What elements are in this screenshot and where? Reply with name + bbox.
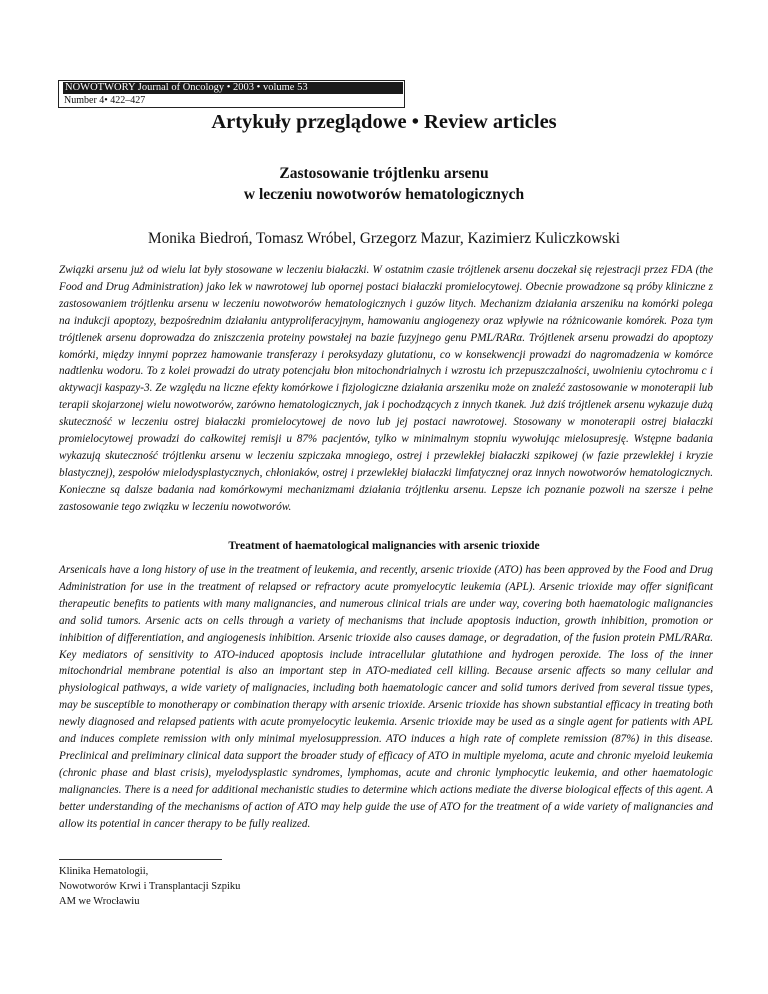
section-heading: Artykuły przeglądowe • Review articles [211,111,557,133]
article-title [0,163,768,205]
abstract-english: Arsenicals have a long history of use in the treatment of leukemia, and recently, arsenic trioxide (ATO) has been approved by the Food and Drug Administration for use in the treatment of relapsed or refractory acute promyelocytic leukemia (APL). Arsenic trioxide may offer significant therapeutic benefits to patients with many malignancies, and numerous clinical trials are under way, covering both haematologic malignancies and solid tumors. Arsenic acts on cells through a variety of mechanisms that include apoptosis induction, growth inhibition, promotion or inhibition of differentiation, and angiogenesis inhibition. Arsenic trioxide also causes damage, or degradation, of the fusion protein PML/RARα. Key mediators of sensitivity to ATO-induced apoptosis include intracellular glutathione and hydrogen peroxide. The loss of the inner mitochondrial membrane potential is also an important step in ATO-mediated cell killing. Because arsenic affects so many cellular and physiological pathways, a wide variety of malignacies, including both haematologic cancer and solid tumors derived from several tissue types, may be susceptible to monotherapy or combination therapy with arsenic trioxide. Arsenic trioxide has shown substantial efficacy in treating both newly diagnosed and relapsed patients with acute promyelocytic leukemia. Arsenic trioxide may be used as a single agent for patients with APL and induces complete remission with only minimal myelosuppression. ATO induces a high rate of complete remission (87%) in this disease. Preclinical and preliminary clinical data support the broader study of efficacy of ATO in multiple myeloma, acute and chronic myeloid leukemia (chronic phase and blast crisis), myelodysplastic syndromes, lymphomas, acute and chronic lymphocytic leukemia, and other haematologic malignancies. There is a need for additional mechanistic studies to determine which actions mediate the diverse biological effects of this agent. A better understanding of the mechanisms of action of ATO may help guide the use of ATO for the treatment of a wide variety of malignancies and allow its potential in cancer therapy to be fully realized. [59,564,713,830]
abstract-polish: Związki arsenu już od wielu lat były stosowane w leczeniu białaczki. W ostatnim czasie trójtlenek arsenu doczekał się rejestracji przez FDA (the Food and Drug Administration) jako lek w nawrotowej lub opornej postaci białaczki promielocytowej. Obecnie prowadzone są próby kliniczne z zastosowaniem trójtlenku arsenu w leczeniu nowotworów hematologicznych i guzów litych. Mechanizm działania arszeniku na komórki polega na indukcji apoptozy, bezpośrednim działaniu antyproliferacyjnym, hamowaniu angiogenezy oraz wpływie na różnicowanie komórek. Poza tym trójtlenek arsenu doprowadza do zniszczenia proteiny powstałej na bazie fuzyjnego genu PML/RARα. Trójtlenek arsenu prowadzi do apoptozy komórki, między innymi poprzez hamowanie transferazy i peroksydazy glutationu, co w konsekwencji prowadzi do nagromadzenia w komórce nadtlenku wodoru. To z kolei prowadzi do utraty potencjału błon mitochondrialnych i wzrostu ich przepuszczalności, uwolnieniu cytochromu c i aktywacji kaspazy-3. Ze względu na liczne efekty komórkowe i fizjologiczne działania arszeniku może on znaleźć zastosowanie w monoterapii lub terapii skojarzonej wielu nowotworów, zarówno hematologicznych, jak i pochodzących z innych tkanek. Już dziś trójtlenek arsenu wykazuje dużą skuteczność w leczeniu ostrej białaczki promielocytowej de novo lub jej postaci nawrotowej. Stosowany w monoterapii ostrej białaczki promielocytowej prowadzi do całkowitej remisji u 87% pacjentów, tylko w minimalnym stopniu wywołując mielosupresję. Wstępne badania wykazują skuteczność trójtlenku arsenu w leczeniu szpiczaka mnogiego, ostrej i przewlekłej białaczki szpikowej (w fazie przewlekłej i kryzie blastycznej), zespołów mielodysplastycznych, chłoniaków, ostrej i przewlekłej białaczki limfatycznej oraz innych nowotworów hematologicznych. Konieczne są dalsze badania nad komórkowymi mechanizmami działania trójtlenku arsenu. Lepsze ich poznanie pozwoli na szersze i pełne zastosowanie tego związku w leczeniu nowotworów. [59,264,713,513]
journal-title-line: NOWOTWORY Journal of Oncology • 2003 • volume 53 [63,82,403,94]
article-title-line-2: w leczeniu nowotworów hematologicznych [243,186,525,203]
journal-issue-number: Number 4• 422–427 [64,95,146,106]
affiliation-line-2: Nowotworów Krwi i Transplantacji Szpiku [59,881,241,892]
affiliation-line-3: AM we Wrocławiu [59,896,140,907]
english-title: Treatment of haematological malignancies with arsenic trioxide [228,540,540,552]
author-list: Monika Biedroń, Tomasz Wróbel, Grzegorz Mazur, Kazimierz Kuliczkowski [147,230,621,247]
author-affiliation [59,864,240,909]
article-title-line-1: Zastosowanie trójtlenku arsenu [279,165,489,182]
footnote-divider [59,859,222,860]
journal-header-box [58,80,405,108]
affiliation-line-1: Klinika Hematologii, [59,866,149,877]
